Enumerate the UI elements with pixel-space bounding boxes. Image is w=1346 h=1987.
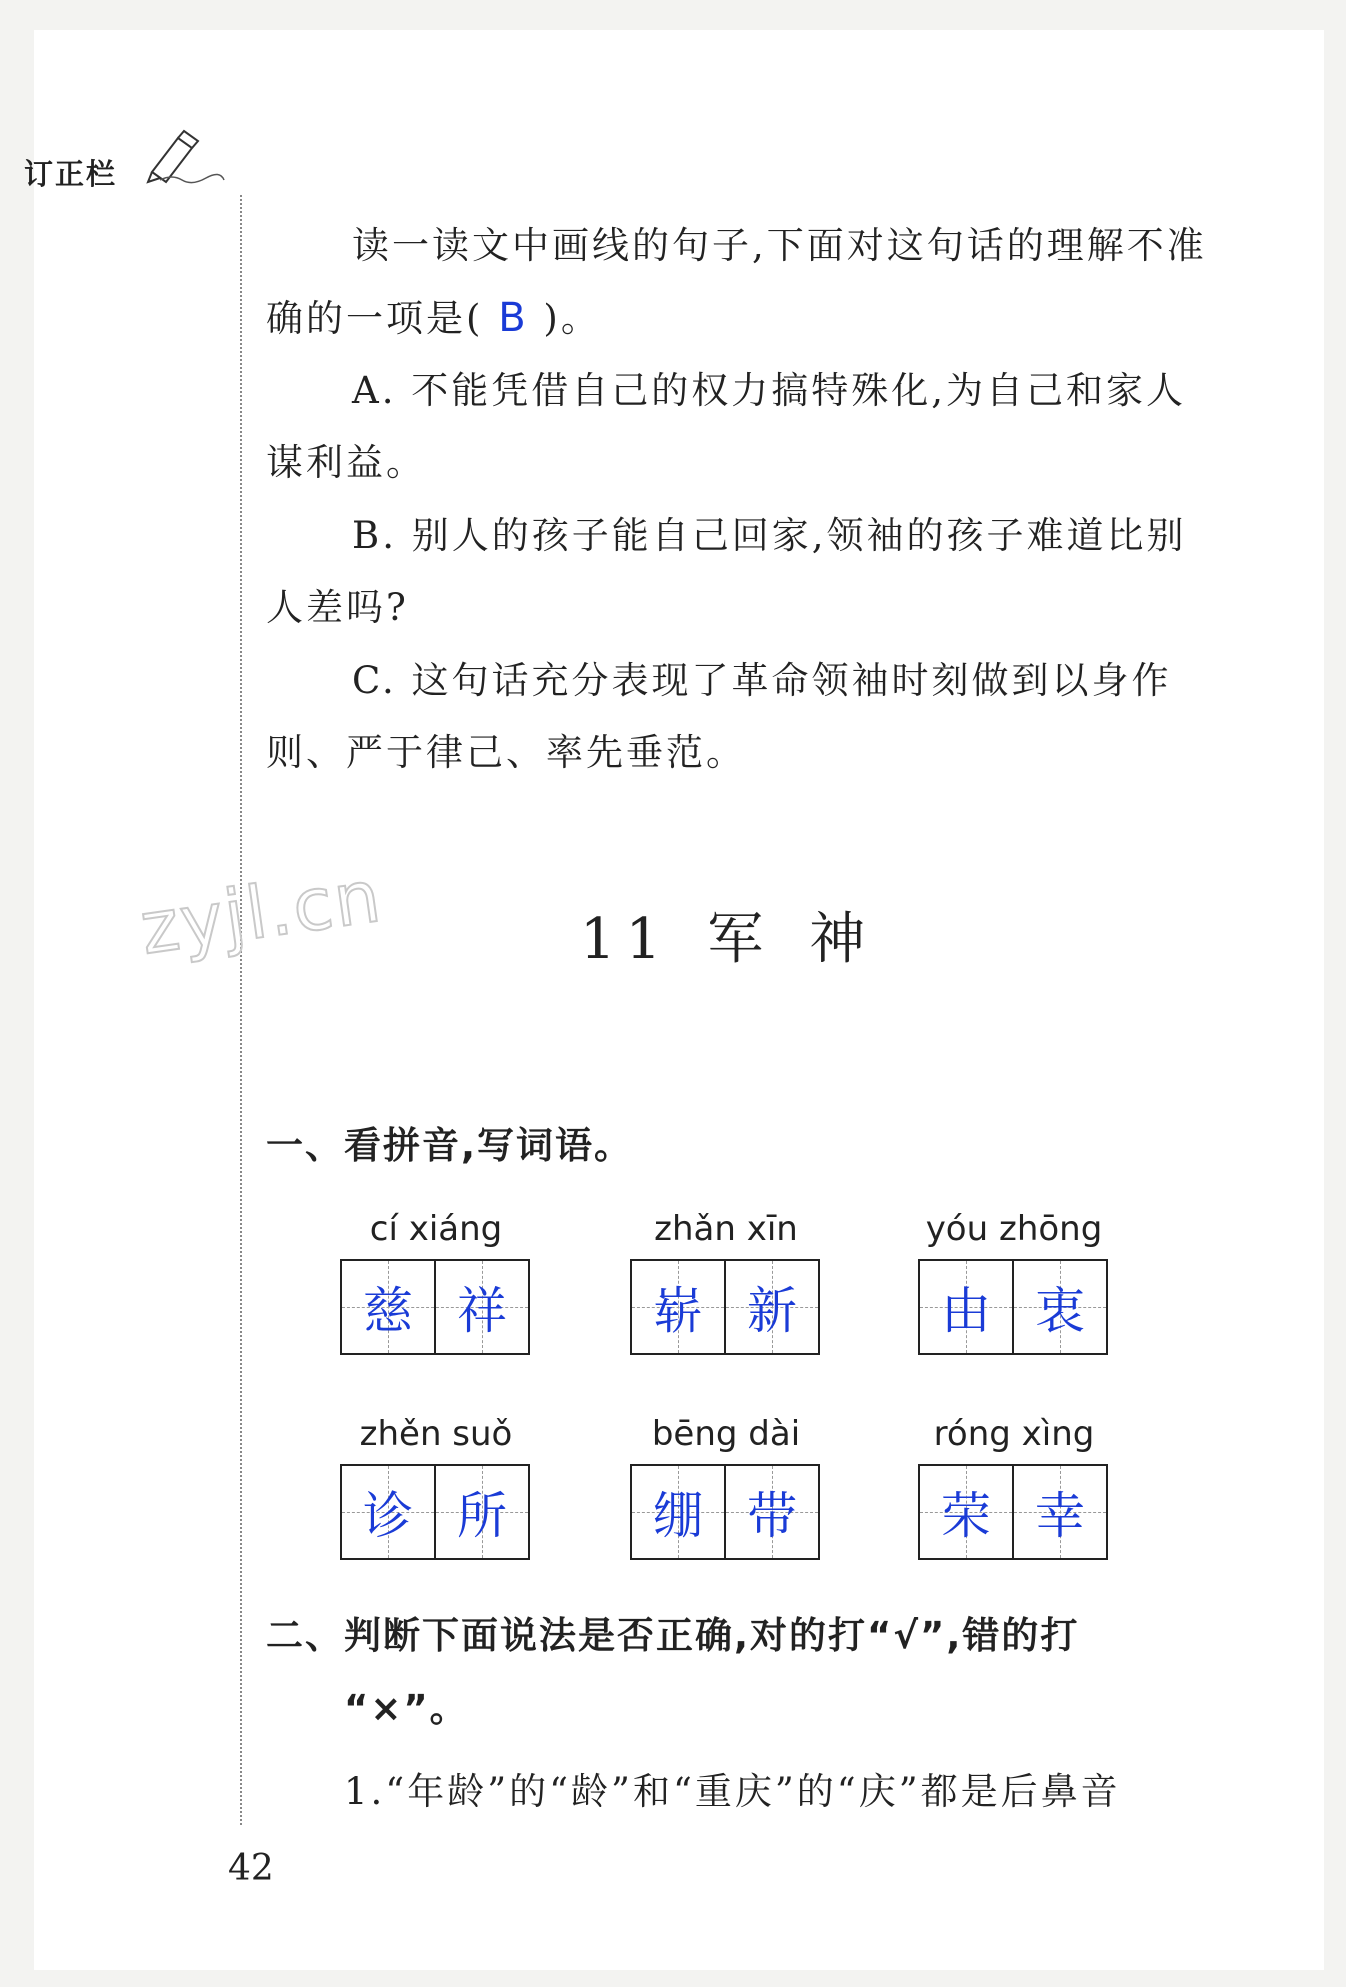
pinyin: zhěn suǒ [359, 1414, 513, 1454]
answer-char: 带 [747, 1487, 797, 1545]
word-item [918, 1410, 1110, 1560]
answer-char: 所 [457, 1487, 507, 1545]
judgment-item-1: 1.“年龄”的“龄”和“重庆”的“庆”都是后鼻音 [344, 1770, 1121, 1813]
tian-grid [918, 1464, 1108, 1560]
answer-char: 绷 [653, 1487, 703, 1545]
tian-grid [630, 1259, 820, 1355]
word-item [630, 1410, 822, 1560]
section-two-heading: 二、判断下面说法是否正确,对的打“√”,错的打 [266, 1614, 1080, 1657]
word-item [630, 1205, 822, 1355]
pencil-icon [146, 128, 226, 184]
answer-char: 慈 [363, 1282, 413, 1340]
pinyin: róng xìng [933, 1414, 1095, 1454]
lesson-title: 11 军 神 [580, 907, 876, 972]
tian-grid [340, 1259, 530, 1355]
tian-grid [340, 1464, 530, 1560]
reading-question: 读一读文中画线的句子,下面对这句话的理解不准确的一项是( B )。 [266, 224, 1207, 341]
tian-grid [918, 1259, 1108, 1355]
tian-grid [630, 1464, 820, 1560]
option-b: B. 别人的孩子能自己回家,领袖的孩子难道比别人差吗? [266, 514, 1187, 629]
correction-column-label: 订正栏 [24, 157, 118, 191]
pinyin: bēng dài [651, 1414, 801, 1454]
answer-char: 荣 [941, 1487, 991, 1545]
option-a: A. 不能凭借自己的权力搞特殊化,为自己和家人谋利益。 [266, 369, 1187, 484]
word-item [340, 1410, 532, 1560]
section-two-heading-cont: “×”。 [344, 1687, 469, 1730]
pinyin: cí xiáng [369, 1209, 503, 1249]
pinyin: zhǎn xīn [654, 1209, 798, 1249]
option-c: C. 这句话充分表现了革命领袖时刻做到以身作则、严于律己、率先垂范。 [266, 659, 1172, 774]
answer-char: 衷 [1035, 1282, 1085, 1340]
answer-b: B [498, 295, 529, 341]
answer-char: 由 [941, 1282, 991, 1340]
page-number: 42 [228, 1848, 274, 1889]
pinyin: yóu zhōng [925, 1209, 1103, 1249]
answer-char: 幸 [1035, 1487, 1085, 1545]
answer-char: 诊 [363, 1487, 413, 1545]
margin-divider [240, 195, 242, 1825]
answer-char: 新 [747, 1282, 797, 1340]
answer-char: 祥 [457, 1282, 507, 1340]
word-item [340, 1205, 532, 1355]
word-item [918, 1205, 1110, 1355]
section-one-heading: 一、看拼音,写词语。 [266, 1124, 634, 1167]
watermark: zyjl.cn [135, 853, 388, 971]
answer-char: 崭 [653, 1282, 703, 1340]
